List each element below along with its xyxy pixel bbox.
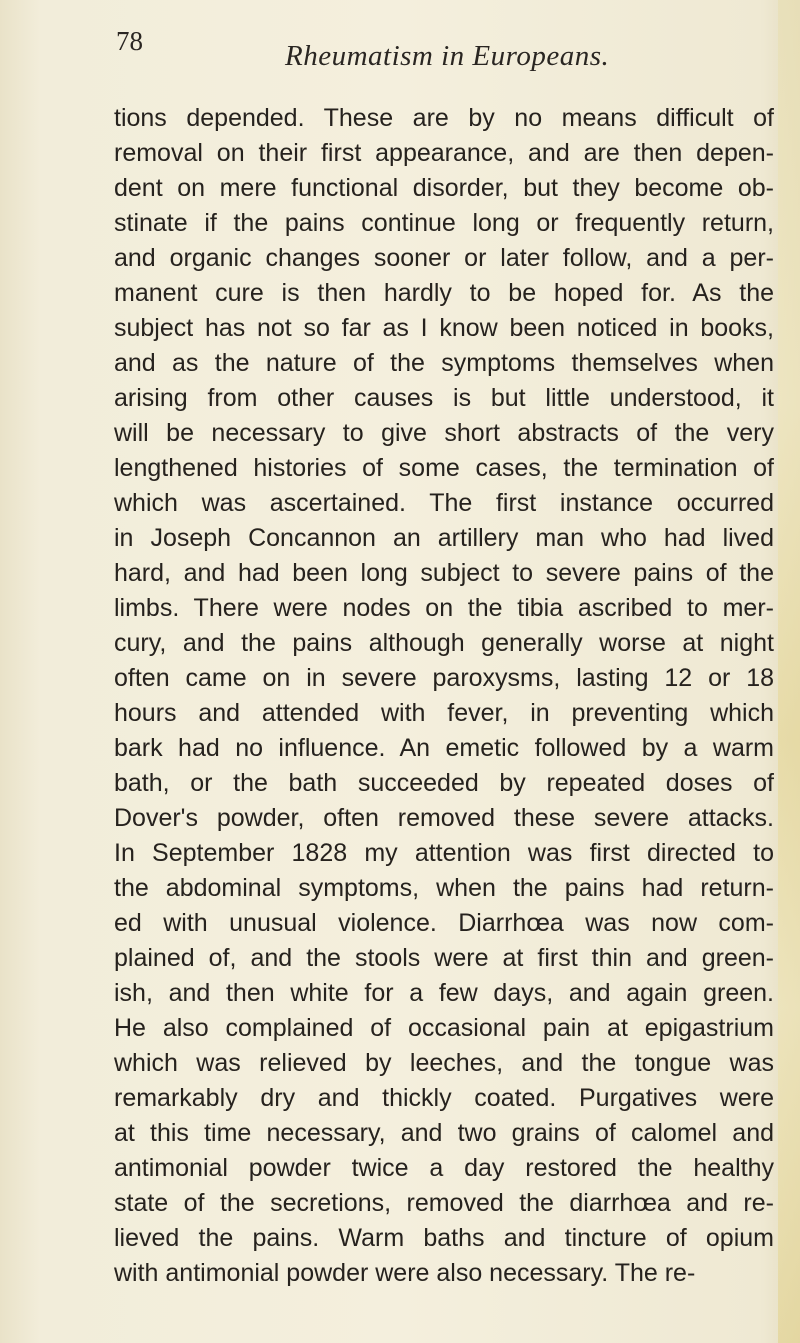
text-line: arising from other causes is but little understood, it [114,384,774,412]
text-line: limbs. There were nodes on the tibia ascribed to mer- [114,594,774,622]
text-line: Dover's powder, often removed these severe attacks. [114,804,774,832]
text-line: remarkably dry and thickly coated. Purgatives were [114,1084,774,1112]
text-line: will be necessary to give short abstracts of the very [114,419,774,447]
text-line: He also complained of occasional pain at epigastrium [114,1014,774,1042]
text-line: which was ascertained. The first instance occurred [114,489,774,517]
text-line: plained of, and the stools were at first thin and green- [114,944,774,972]
text-line: which was relieved by leeches, and the tongue was [114,1049,774,1077]
text-line: in Joseph Concannon an artillery man who had lived [114,524,774,552]
text-line: state of the secretions, removed the diarrhœa and re- [114,1189,774,1217]
text-line: the abdominal symptoms, when the pains had return- [114,874,774,902]
body-text [114,101,774,1291]
text-line: dent on mere functional disorder, but they become ob- [114,174,774,202]
running-title: Rheumatism in Europeans. [285,40,610,72]
text-line: subject has not so far as I know been noticed in books, [114,314,774,342]
text-line: tions depended. These are by no means difficult of [114,104,774,132]
text-line: lengthened histories of some cases, the termination of [114,454,774,482]
text-line: ish, and then white for a few days, and again green. [114,979,774,1007]
text-line: bark had no influence. An emetic followed by a warm [114,734,774,762]
text-line: hours and attended with fever, in preventing which [114,699,774,727]
text-line: with antimonial powder were also necessary. The re- [114,1259,696,1287]
text-line: cury, and the pains although generally worse at night [114,629,774,657]
text-line: stinate if the pains continue long or frequently return, [114,209,774,237]
text-line: In September 1828 my attention was first directed to [114,839,774,867]
text-line: lieved the pains. Warm baths and tincture of opium [114,1224,774,1252]
text-line: often came on in severe paroxysms, lasting 12 or 18 [114,664,774,692]
text-line: ed with unusual violence. Diarrhœa was now com- [114,909,774,937]
text-line: and as the nature of the symptoms themselves when [114,349,774,377]
text-line: at this time necessary, and two grains of calomel and [114,1119,774,1147]
text-line: antimonial powder twice a day restored the healthy [114,1154,774,1182]
text-line: hard, and had been long subject to severe pains of the [114,559,774,587]
page-number: 78 [116,26,143,56]
text-line: removal on their first appearance, and are then depen- [114,139,774,167]
page-header [0,26,800,86]
text-line: and organic changes sooner or later follow, and a per- [114,244,774,272]
page-edge-stain [778,0,800,1343]
text-line: manent cure is then hardly to be hoped for. As the [114,279,774,307]
text-line: bath, or the bath succeeded by repeated doses of [114,769,774,797]
